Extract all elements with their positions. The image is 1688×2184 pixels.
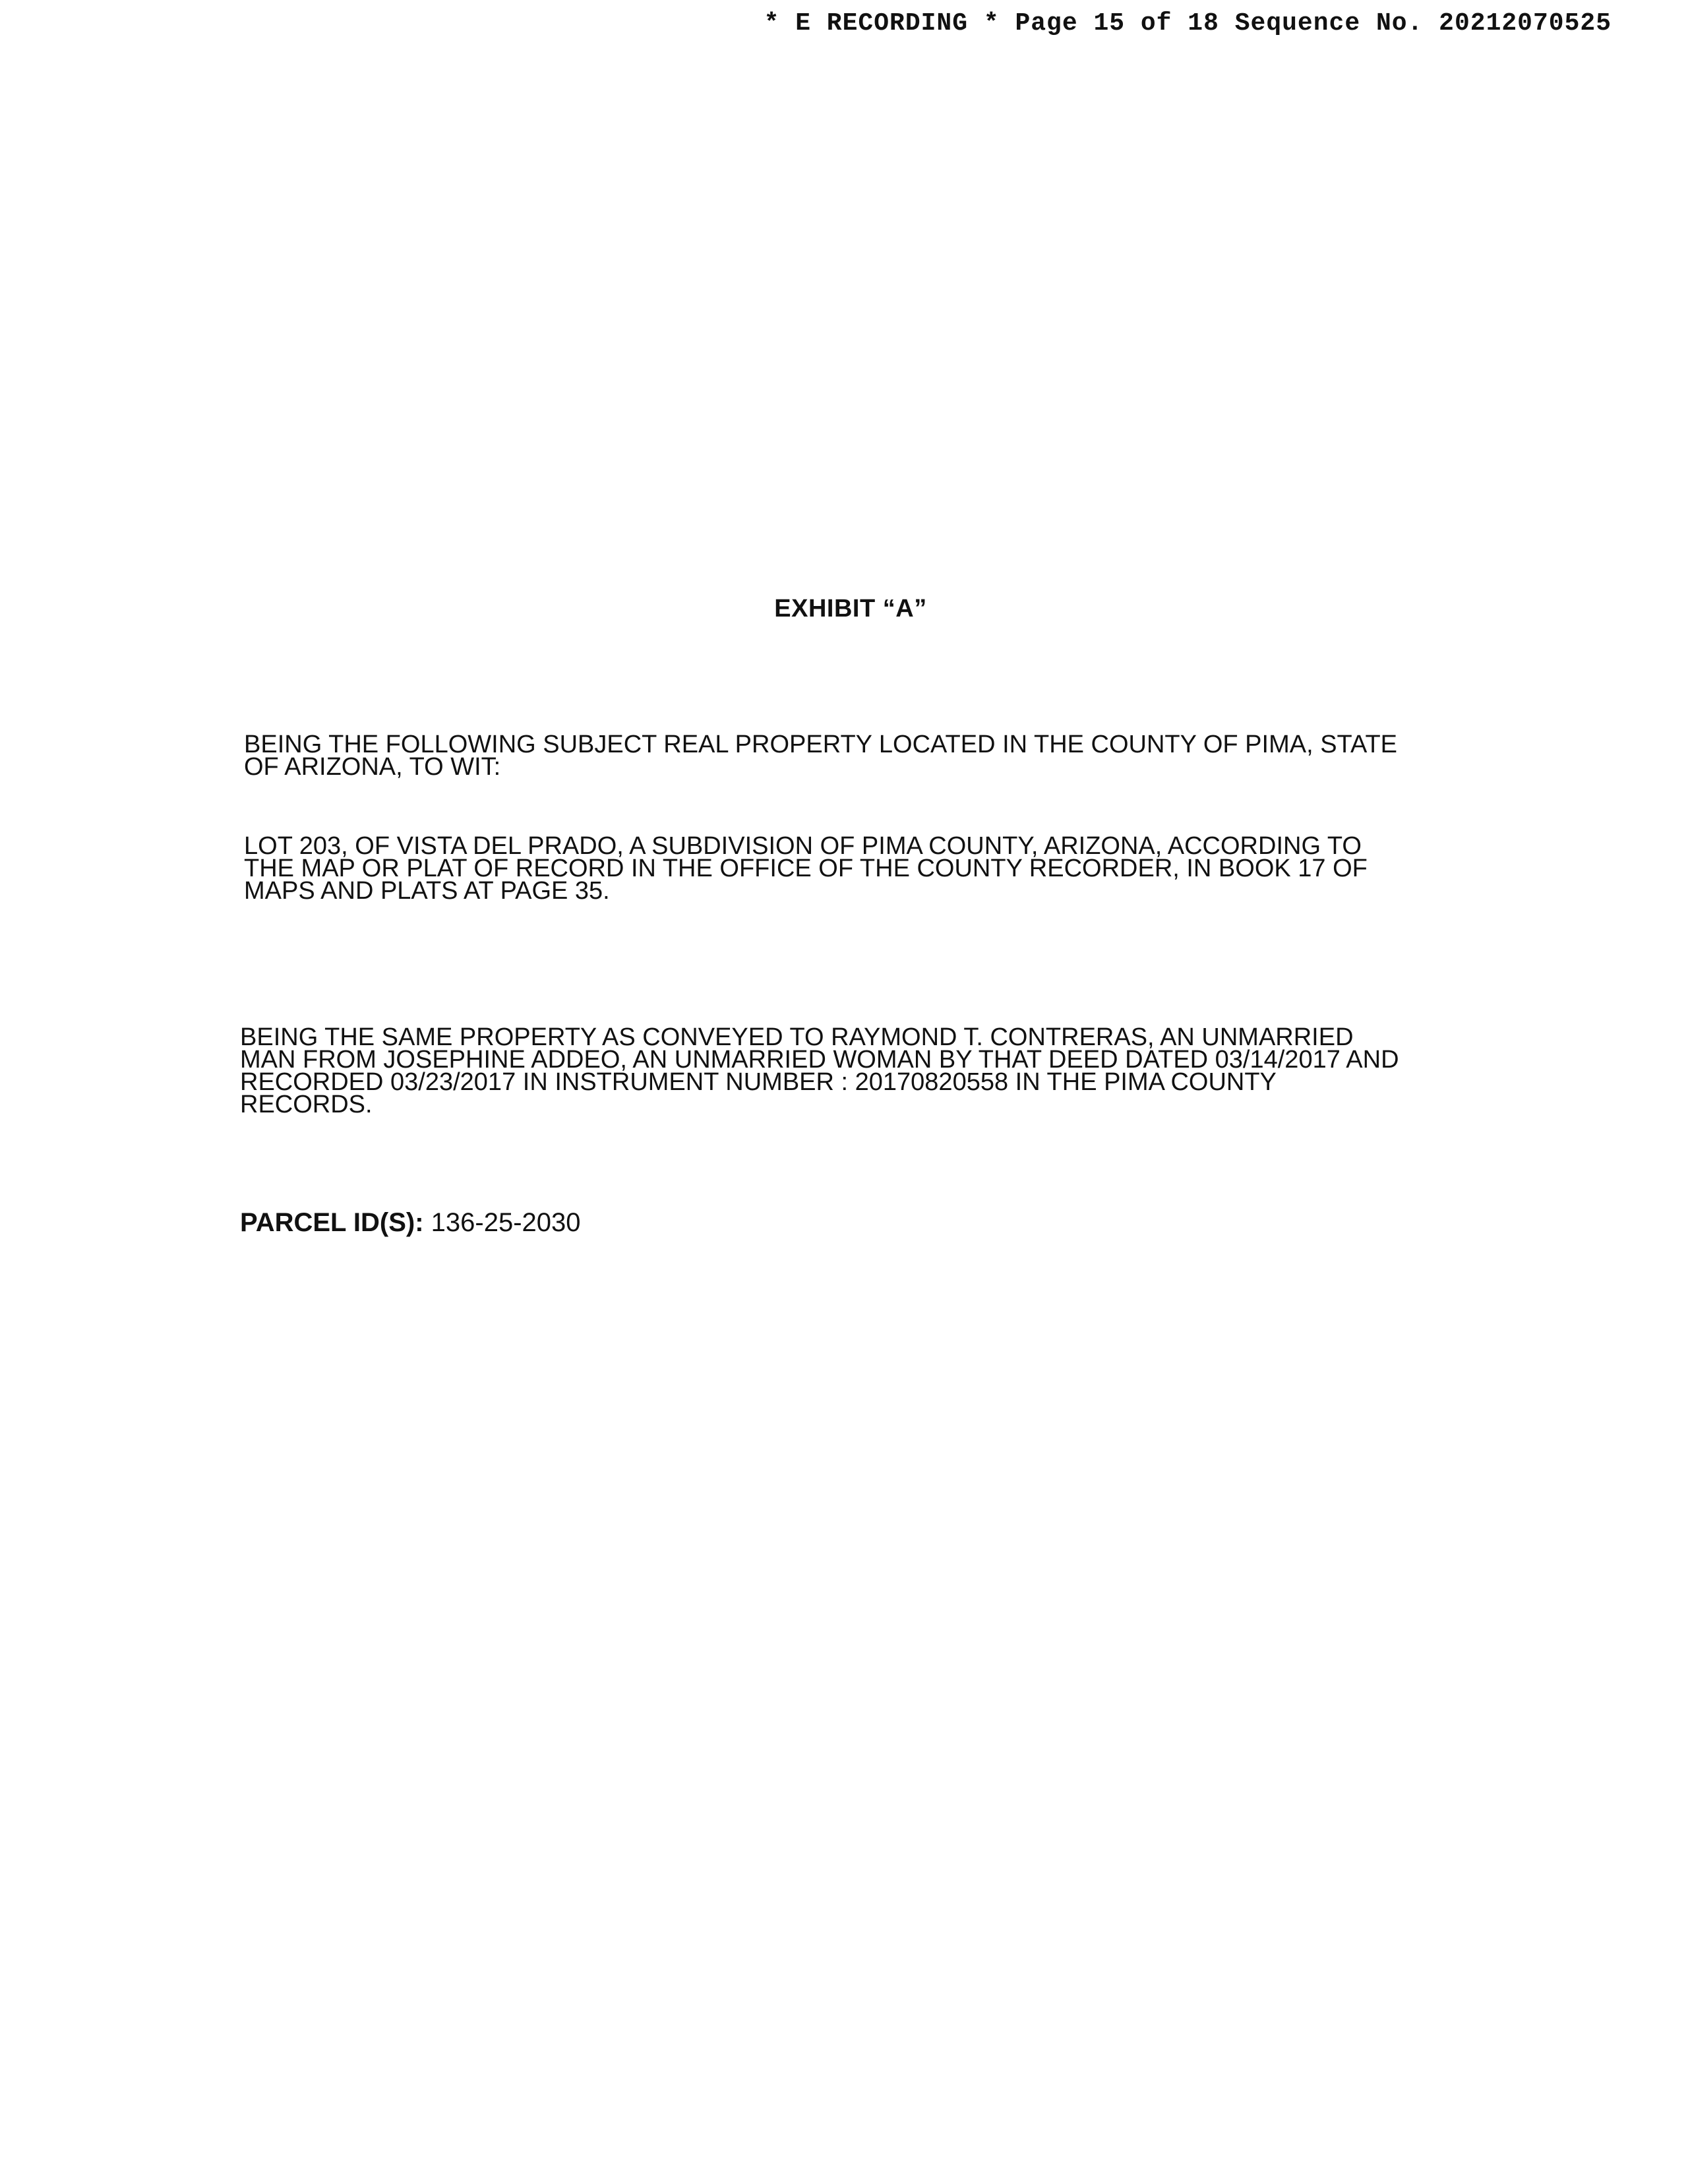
paragraph-line: RECORDS.: [240, 1091, 373, 1118]
property-location-paragraph: [244, 731, 1484, 781]
paragraph-line: BEING THE FOLLOWING SUBJECT REAL PROPERTY LOCATED IN THE COUNTY OF PIMA, STATE: [244, 731, 1398, 758]
recording-header: * E RECORDING * Page 15 of 18 Sequence No. 20212070525: [764, 9, 1612, 38]
paragraph-line: RECORDED 03/23/2017 IN INSTRUMENT NUMBER : 20170820558 IN THE PIMA COUNTY: [240, 1068, 1277, 1096]
paragraph-line: THE MAP OR PLAT OF RECORD IN THE OFFICE OF THE COUNTY RECORDER, IN BOOK 17 OF: [244, 855, 1368, 882]
conveyance-paragraph: [240, 1023, 1486, 1118]
parcel-id: [240, 1208, 581, 1238]
exhibit-title-text: EXHIBIT “A”: [774, 595, 927, 622]
paragraph-line: BEING THE SAME PROPERTY AS CONVEYED TO RAYMOND T. CONTRERAS, AN UNMARRIED: [240, 1023, 1354, 1051]
legal-description-paragraph: [244, 832, 1484, 905]
exhibit-title: [0, 595, 1688, 623]
paragraph-line: OF ARIZONA, TO WIT:: [244, 753, 501, 781]
paragraph-line: MAN FROM JOSEPHINE ADDEO, AN UNMARRIED WOMAN BY THAT DEED DATED 03/14/2017 AND: [240, 1046, 1399, 1074]
paragraph-line: LOT 203, OF VISTA DEL PRADO, A SUBDIVISION OF PIMA COUNTY, ARIZONA, ACCORDING TO: [244, 832, 1362, 860]
paragraph-line: MAPS AND PLATS AT PAGE 35.: [244, 877, 610, 905]
parcel-id-label: PARCEL ID(S):: [240, 1208, 424, 1237]
parcel-id-value: 136-25-2030: [431, 1208, 581, 1237]
